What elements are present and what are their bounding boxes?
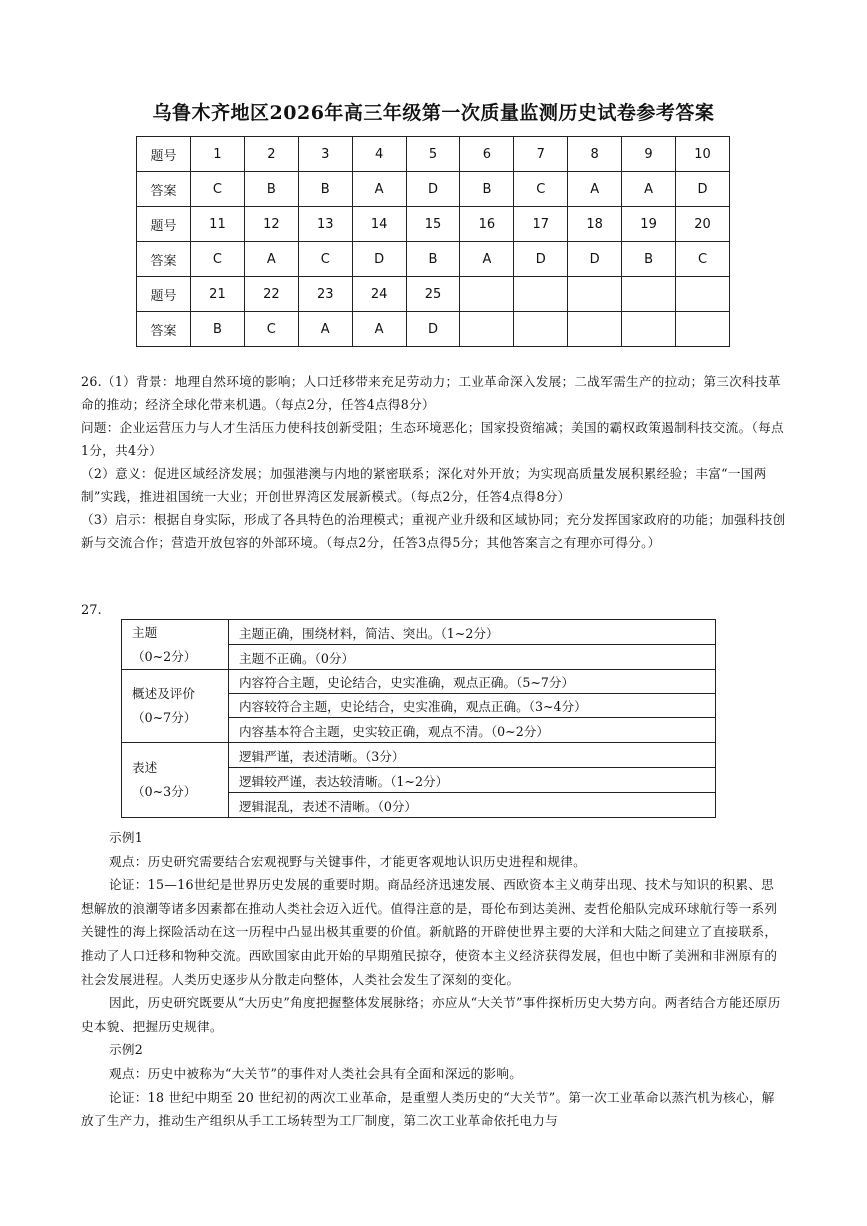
question-number-cell: 17 <box>514 207 568 242</box>
answer-cell: A <box>352 312 406 347</box>
example2-title: 示例2 <box>109 1042 144 1058</box>
question-number-cell: 11 <box>191 207 245 242</box>
answer-cell: B <box>622 242 676 277</box>
example1-title: 示例1 <box>109 830 144 845</box>
answer-cell: C <box>191 242 245 277</box>
question-number-cell <box>622 277 676 312</box>
question-number-cell: 12 <box>244 207 298 242</box>
answer-cell <box>568 312 622 347</box>
question-number-cell: 7 <box>514 137 568 172</box>
q27-examples <box>81 826 786 1133</box>
question-number-row-label: 题号 <box>137 277 191 312</box>
question-number-cell <box>460 277 514 312</box>
rubric-criterion: 主题正确，围绕材料，简洁、突出。（1~2分） <box>229 620 716 645</box>
example1-viewpoint: 观点：历史研究需要结合宏观视野与关键事件，才能更客观地认识历史进程和规律。 <box>109 853 587 869</box>
example2-argument: 论证：18 世纪中期至 20 世纪初的两次工业革命，是重塑人类历史的“大关节”。第一次工业革命以蒸汽机为核心，解放了生产力，推动生产组织从手工工场转型为工厂制度，第二次工业革命依托电力与 <box>81 1089 775 1129</box>
question-number-cell: 13 <box>298 207 352 242</box>
q26-significance: （2）意义：促进区域经济发展；加强港澳与内地的紧密联系；深化对外开放；为实现高质量发展积累经验；丰富“一国两制”实践，推进祖国统一大业；开创世界湾区发展新模式。（每点2分，任答4点得8分） <box>81 466 767 504</box>
answer-cell: D <box>406 312 460 347</box>
answer-cell: D <box>568 242 622 277</box>
question-number-cell: 5 <box>406 137 460 172</box>
answer-cell: B <box>406 242 460 277</box>
rubric-category-cell <box>122 743 229 818</box>
question-number-cell: 22 <box>244 277 298 312</box>
answer-cell: A <box>622 172 676 207</box>
answer-cell: D <box>676 172 730 207</box>
rubric-criterion: 内容符合主题，史论结合，史实准确，观点正确。（5~7分） <box>229 670 716 694</box>
rubric-category: 表述 <box>132 760 158 775</box>
question-number-cell: 24 <box>352 277 406 312</box>
answer-table-row <box>137 172 730 207</box>
answer-cell: A <box>244 242 298 277</box>
question-number-cell: 21 <box>191 277 245 312</box>
answer-cell: A <box>568 172 622 207</box>
answer-table-row <box>137 137 730 172</box>
answer-cell <box>676 312 730 347</box>
answer-cell: B <box>298 172 352 207</box>
rubric-criterion: 主题不正确。（0分） <box>229 645 716 670</box>
question-number-cell: 8 <box>568 137 622 172</box>
question-number-cell: 16 <box>460 207 514 242</box>
answer-cell <box>622 312 676 347</box>
question-number-cell: 25 <box>406 277 460 312</box>
rubric-category-cell <box>122 620 229 670</box>
example1-conclusion: 因此，历史研究既要从“大历史”角度把握整体发展脉络；亦应从“大关节”事件探析历史大势方向。两者结合方能还原历史本貌、把握历史规律。 <box>81 995 781 1034</box>
answer-table-row <box>137 277 730 312</box>
rubric-criterion: 逻辑较严谨，表达较清晰。（1~2分） <box>229 768 716 793</box>
rubric-range: （0~2分） <box>132 648 197 664</box>
answer-cell <box>460 312 514 347</box>
question-number-cell: 23 <box>298 277 352 312</box>
rubric-criterion: 逻辑混乱，表述不清晰。（0分） <box>229 793 716 818</box>
question-number-cell <box>676 277 730 312</box>
question-number-cell: 14 <box>352 207 406 242</box>
answer-table <box>136 136 730 347</box>
answer-cell: A <box>460 242 514 277</box>
question-number-cell: 3 <box>298 137 352 172</box>
question-number-cell <box>568 277 622 312</box>
q27-number: 27. <box>81 603 102 618</box>
answer-cell <box>514 312 568 347</box>
question-number-cell: 6 <box>460 137 514 172</box>
answer-cell: C <box>191 172 245 207</box>
rubric-criterion: 内容较符合主题，史论结合，史实准确，观点正确。（3~4分） <box>229 694 716 718</box>
answer-row-label: 答案 <box>137 242 191 277</box>
q26-problems: 问题：企业运营压力与人才生活压力使科技创新受阻；生态环境恶化；国家投资缩减；美国的霸权政策遏制科技交流。（每点1分，共4分） <box>81 420 784 458</box>
rubric-range: （0~7分） <box>132 710 197 725</box>
question-number-cell: 19 <box>622 207 676 242</box>
rubric-range: （0~3分） <box>132 784 197 799</box>
answer-row-label: 答案 <box>137 312 191 347</box>
page-title: 乌鲁木齐地区2026年高三年级第一次质量监测历史试卷参考答案 <box>152 102 715 124</box>
answer-table-row <box>137 312 730 347</box>
question-number-cell: 20 <box>676 207 730 242</box>
answer-cell: C <box>676 242 730 277</box>
rubric-criterion: 逻辑严谨，表述清晰。（3分） <box>229 743 716 768</box>
answer-table-row <box>137 242 730 277</box>
answer-cell: B <box>460 172 514 207</box>
question-number-cell: 2 <box>244 137 298 172</box>
answer-table-row <box>137 207 730 242</box>
q26-background: 26.（1）背景：地理自然环境的影响；人口迁移带来充足劳动力；工业革命深入发展；二战军需生产的拉动；第三次科技革命的推动；经济全球化带来机遇。（每点2分，任答4点得8分） <box>81 374 781 412</box>
answer-cell: D <box>352 242 406 277</box>
question-number-row-label: 题号 <box>137 137 191 172</box>
question-number-cell: 15 <box>406 207 460 242</box>
question-number-cell: 9 <box>622 137 676 172</box>
answer-cell: C <box>244 312 298 347</box>
question-number-cell: 18 <box>568 207 622 242</box>
answer-cell: D <box>406 172 460 207</box>
rubric-category-cell <box>122 670 229 743</box>
rubric-criterion: 内容基本符合主题，史实较正确，观点不清。（0~2分） <box>229 718 716 743</box>
example1-argument: 论证：15—16世纪是世界历史发展的重要时期。商品经济迅速发展、西欧资本主义萌芽出现、技术与知识的积累、思想解放的浪潮等诸多因素都在推动人类社会迈入近代。值得注意的是，哥伦布到达美洲、麦哲伦船队完成环球航行等一系列关键性的海上探险活动在这一历程中凸显出极其重要的价值。新航路的开辟使世界主要的大洋和大陆之间建立了直接联系，推动了人口迁移和物种交流。西欧国家由此开始的早期殖民掠夺，使资本主义经济获得发展，但也中断了美洲和非洲原有的社会发展进程。人类历史逐步从分散走向整体，人类社会发生了深刻的变化。 <box>81 877 778 987</box>
question-number-cell: 10 <box>676 137 730 172</box>
rubric-category: 概述及评价 <box>132 686 195 701</box>
question-number-cell: 4 <box>352 137 406 172</box>
answer-cell: B <box>191 312 245 347</box>
question-number-row-label: 题号 <box>137 207 191 242</box>
answer-cell: A <box>352 172 406 207</box>
answer-row-label: 答案 <box>137 172 191 207</box>
question-number-cell: 1 <box>191 137 245 172</box>
rubric-category: 主题 <box>132 624 158 640</box>
answer-cell: C <box>298 242 352 277</box>
q26-inspiration: （3）启示：根据自身实际，形成了各具特色的治理模式；重视产业升级和区域协同；充分发挥国家政府的功能；加强科技创新与交流合作；营造开放包容的外部环境。（每点2分，任答3点得5分；其他答案言之有理亦可得分。） <box>81 512 786 550</box>
q27-rubric-table <box>121 619 716 818</box>
answer-cell: D <box>514 242 568 277</box>
answer-cell: B <box>244 172 298 207</box>
question-number-cell <box>514 277 568 312</box>
example2-viewpoint: 观点：历史中被称为“大关节”的事件对人类社会具有全面和深远的影响。 <box>109 1065 523 1081</box>
q26-answer <box>81 370 786 554</box>
answer-cell: C <box>514 172 568 207</box>
answer-cell: A <box>298 312 352 347</box>
